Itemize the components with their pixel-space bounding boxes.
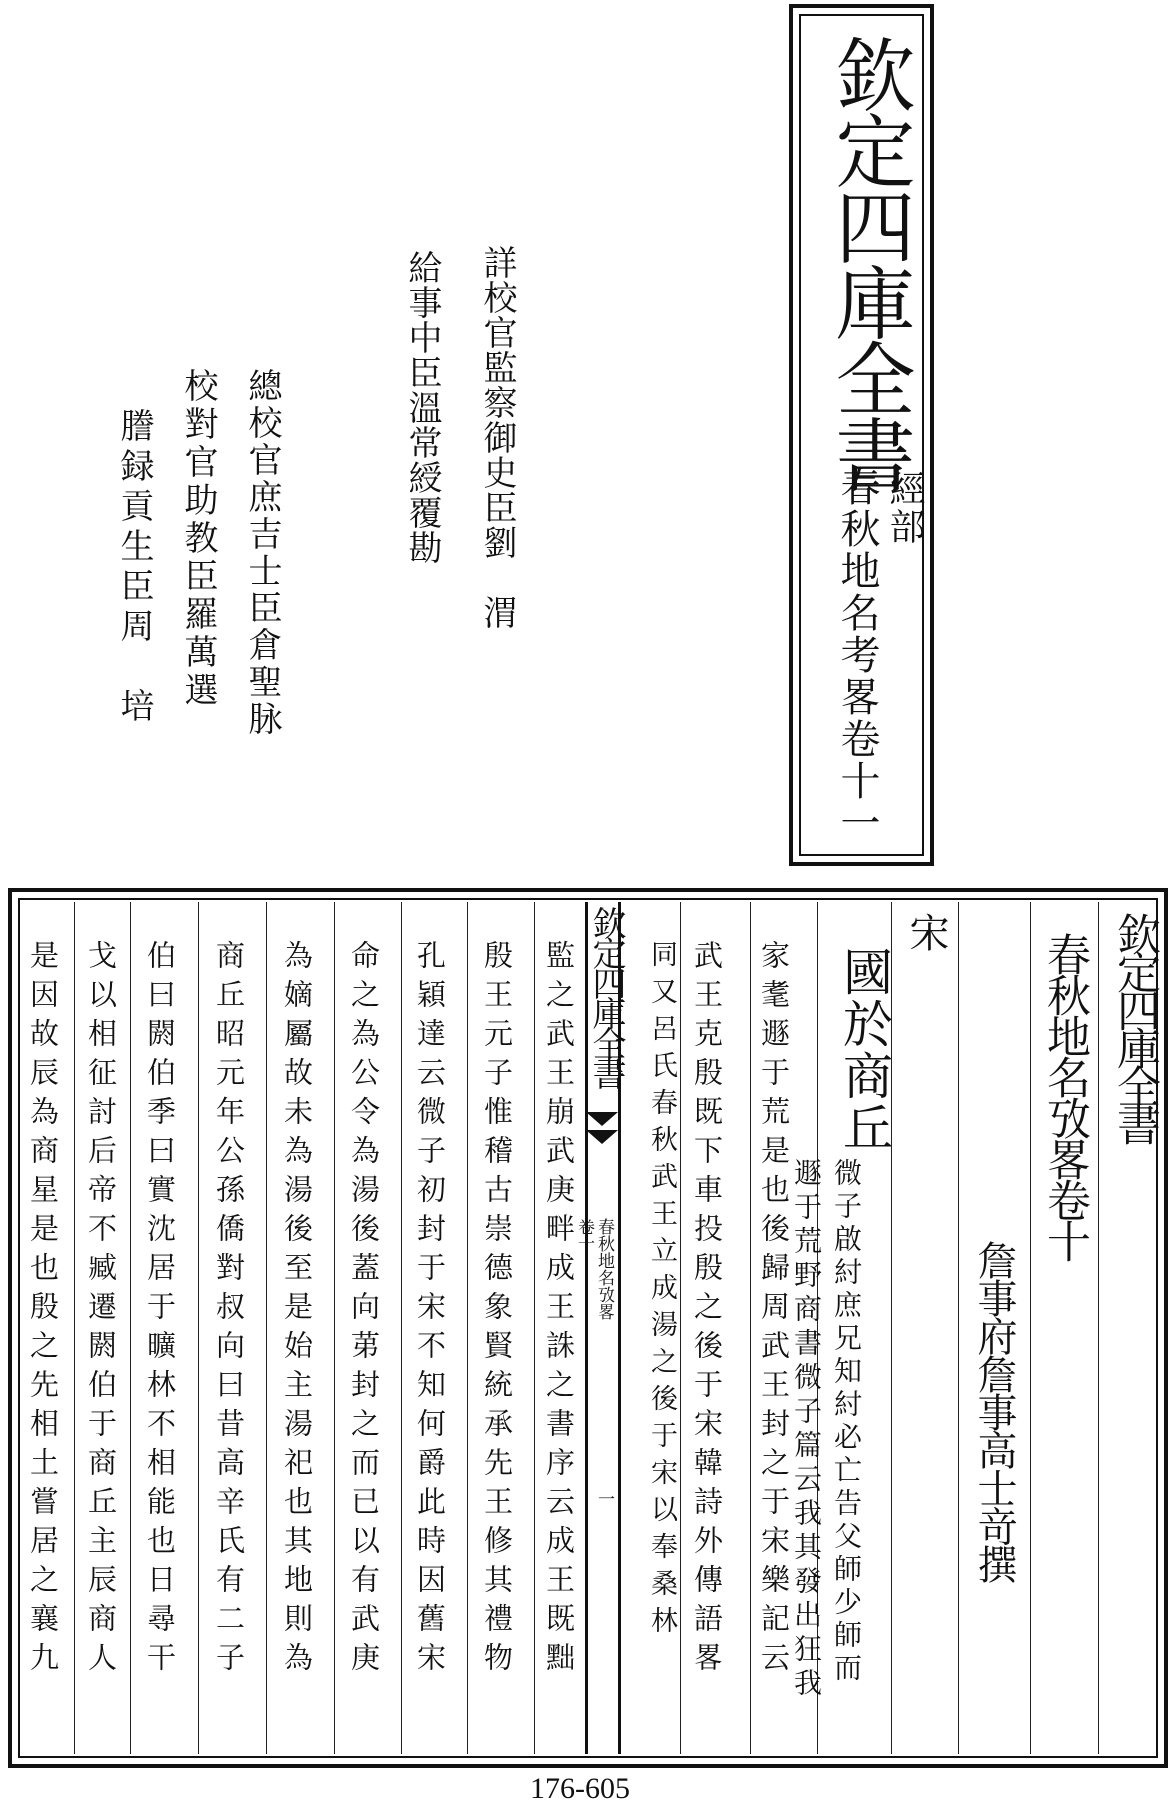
text-col-2: 家耄遯于荒是也後歸周武王封之于宋樂記云 [757,940,791,1681]
editor-col-4: 校對官助教臣羅萬選 [178,368,218,710]
main-book-title: 春秋地名攷畧卷十 [1039,932,1090,1260]
text-col-extra-7 [550,940,551,1149]
category-label: 經部 [884,470,925,546]
text-col-10: 孔穎達云微子初封于宋不知何爵此時因舊宋 [413,940,447,1681]
text-col-16: 是因故辰為商星是也殷之先相土嘗居之襄九 [26,940,60,1681]
text-col-12: 為嫡屬故未為湯後至是始主湯祀也其地則為 [280,940,314,1681]
text-col-3: 武王克殷既下車投殷之後于宋韓詩外傳語畧 [690,940,724,1681]
text-col-14: 伯曰閼伯季曰實沈居于曠林不相能也日尋干 [143,940,177,1681]
text-col-extra-9 [448,940,449,1149]
fold-center [574,900,626,1756]
editor-col-5: 謄録貢生臣周 培 [114,408,154,728]
text-col-4: 同又呂氏春秋武王立成湯之後于宋以奉桑林 [646,940,677,1643]
entry-note-inline: 微子啟紂庶兄知紂必亡告父師少師而 [830,1158,863,1686]
text-col-1b: 遯于荒野商書微子篇云我其發出狂我 [790,1158,823,1702]
fold-book: 春秋地名攷畧 [594,1218,614,1320]
fold-header: 欽定四庫全書 [586,906,626,1086]
fish-tail-top [586,1112,618,1126]
text-col-11: 命之為公令為湯後蓋向苐封之而已以有武庚 [347,940,381,1681]
page-number: 176-605 [530,1772,630,1805]
main-page-inner-border [18,898,1158,1758]
text-col-8: 殷王元子惟稽古崇德象賢統承先王修其禮物 [480,940,514,1681]
editor-col-2: 給事中臣溫常綬覆勘 [402,250,442,565]
state-heading: 宋 [903,912,949,952]
author-line: 詹事府詹事高士竒撰 [971,1240,1017,1582]
text-col-23 [22,940,23,1149]
editor-col-1: 詳校官監察御史臣劉 渭 [477,245,517,630]
text-col-extra-5 [630,940,631,1149]
main-series-header: 欽定四庫全書 [1109,912,1160,1140]
fold-page: 一 [594,1490,614,1507]
book-volume-title: 春秋地名考畧卷十一 [834,466,880,844]
fish-tail-bottom [586,1130,618,1144]
title-box [789,4,934,866]
text-col-13: 商丘昭元年公孫僑對叔向曰昔高辛氏有二子 [212,940,246,1681]
fold-volume: 卷十 [574,1218,594,1252]
series-title: 欽定四庫全書 [822,34,915,490]
main-page-frame [8,888,1168,1768]
editor-col-3: 總校官庶吉士臣倉聖脉 [242,368,282,738]
text-col-6: 監之武王崩武庚畔成王誅之書序云成王既黜 [542,940,576,1681]
text-col-15: 戈以相征討后帝不臧遷閼伯于商丘主辰商人 [84,940,118,1681]
entry-heading: 國於商丘 [835,946,893,1154]
